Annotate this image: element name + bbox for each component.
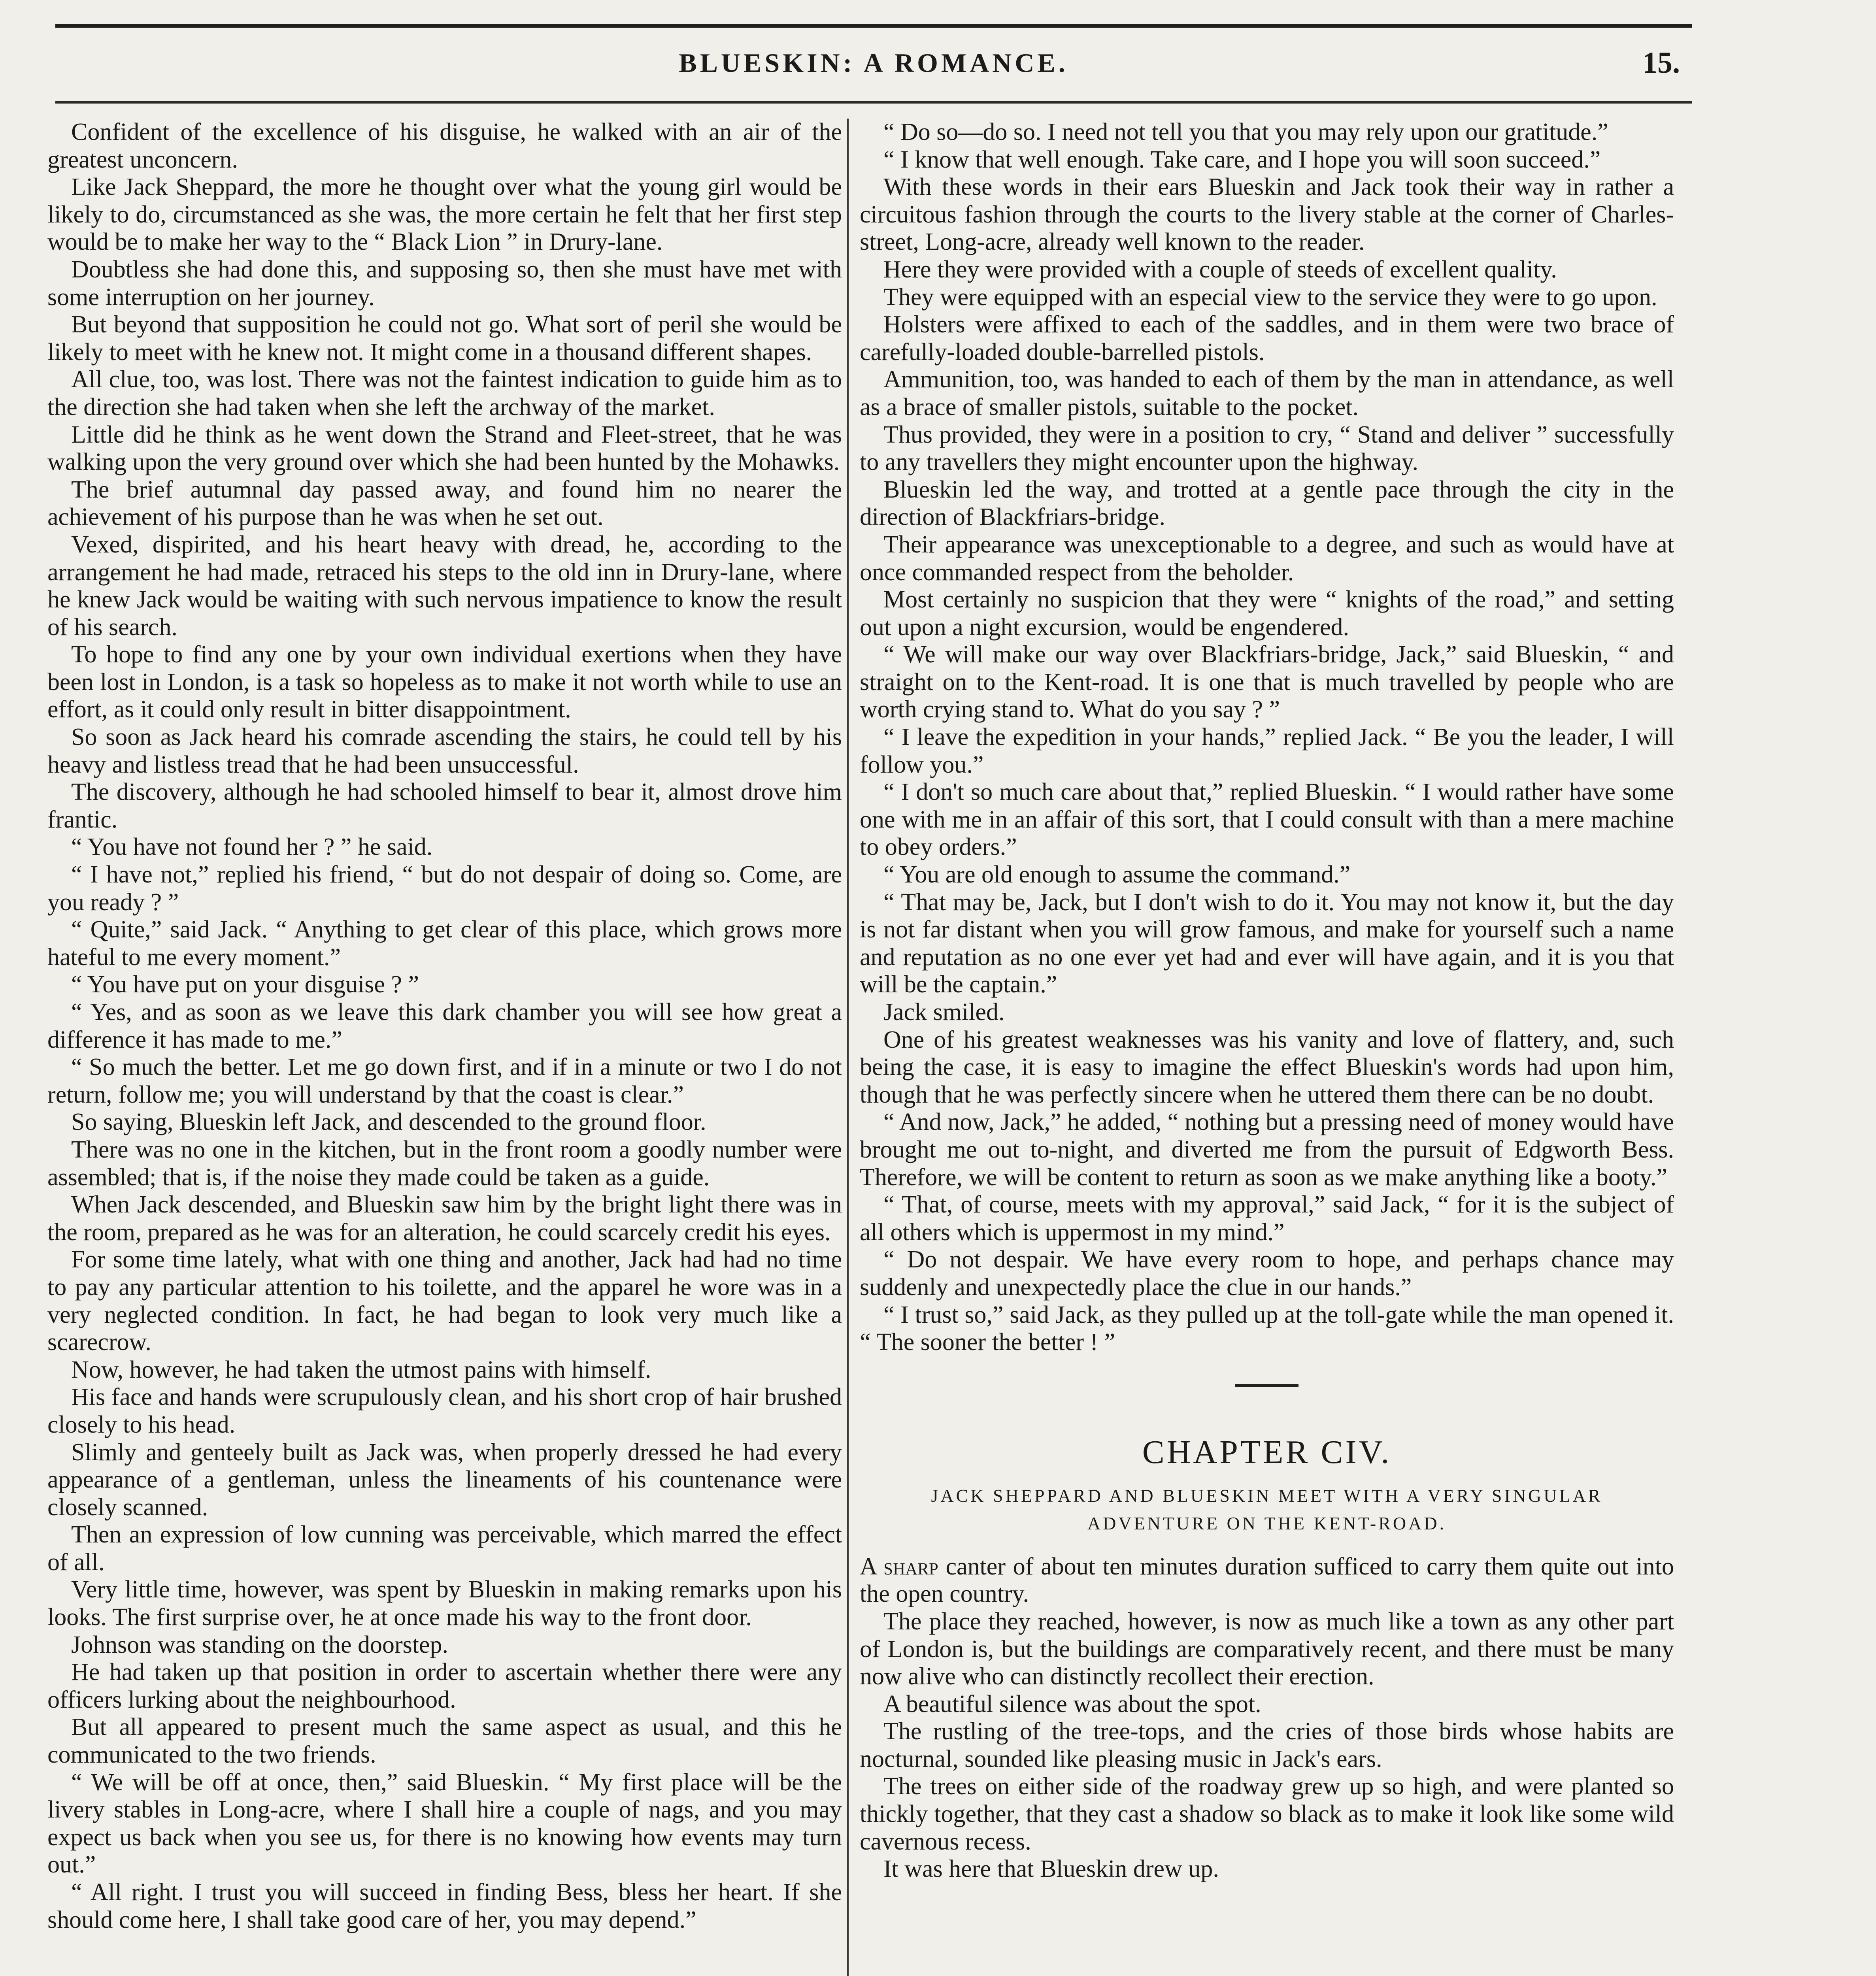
chapter-opening-text: canter of about ten minutes duration sufficed to carry them quite out into the open country.	[860, 1553, 1674, 1608]
body-paragraph: “ I don't so much care about that,” replied Blueskin. “ I would rather have some one with me in an affair of this sort, that I could consult with than a mere machine to obey orders.”	[860, 779, 1674, 861]
body-paragraph: One of his greatest weaknesses was his vanity and love of flattery, and, such being the case, it is easy to imagine the effect Blueskin's words had upon him, though that he was perfectly sincere when he uttered them there can be no doubt.	[860, 1026, 1674, 1108]
body-paragraph: “ We will make our way over Blackfriars-bridge, Jack,” said Blueskin, “ and straight on to the Kent-road. It is one that is much travelled by people who are worth crying stand to. What do you say ? ”	[860, 641, 1674, 723]
body-paragraph: But all appeared to present much the same aspect as usual, and this he communicated to the two friends.	[47, 1714, 842, 1769]
body-paragraph: “ I have not,” replied his friend, “ but do not despair of doing so. Come, are you ready ? ”	[47, 861, 842, 916]
body-paragraph: Now, however, he had taken the utmost pains with himself.	[71, 1356, 651, 1383]
body-paragraph: Jack smiled.	[883, 999, 1005, 1026]
chapter-opening-smallcaps: sharp	[883, 1553, 938, 1580]
body-paragraph: Very little time, however, was spent by Blueskin in making remarks upon his looks. The first surprise over, he at once made his way to the front door.	[47, 1576, 842, 1631]
chapter-paragraph: A beautiful silence was about the spot.	[883, 1690, 1261, 1718]
body-paragraph: Little did he think as he went down the Strand and Fleet-street, that he was walking upon the very ground over which she had been hunted by the Mohawks.	[47, 421, 842, 476]
body-paragraph: “ So much the better. Let me go down first, and if in a minute or two I do not return, follow me; you will understand by that the coast is clear.”	[47, 1054, 842, 1108]
body-paragraph: The discovery, although he had schooled himself to bear it, almost drove him frantic.	[47, 779, 842, 833]
body-paragraph: So soon as Jack heard his comrade ascending the stairs, he could tell by his heavy and listless tread that he had been unsuccessful.	[47, 724, 842, 778]
body-paragraph: Then an expression of low cunning was perceivable, which marred the effect of all.	[47, 1521, 842, 1576]
chapter-opening-paragraph	[860, 1553, 1674, 1608]
body-paragraph: “ Yes, and as soon as we leave this dark chamber you will see how great a difference it has made to me.”	[47, 999, 842, 1053]
body-paragraph: To hope to find any one by your own individual exertions when they have been lost in London, is a task so hopeless as to make it not worth while to use an effort, as it could only result in bitter disappointment.	[47, 641, 842, 723]
body-paragraph: Like Jack Sheppard, the more he thought over what the young girl would be likely to do, circumstanced as she was, the more certain he felt that her first step would be to make her way to the “ Black Lion ” in Drury-lane.	[47, 173, 842, 256]
body-paragraph: With these words in their ears Blueskin and Jack took their way in rather a circuitous fashion through the courts to the livery stable at the corner of Charles-street, Long-acre, already well known to the reader.	[860, 173, 1674, 256]
body-paragraph: Confident of the excellence of his disguise, he walked with an air of the greatest unconcern.	[47, 119, 842, 173]
chapter-summary: JACK SHEPPARD AND BLUESKIN MEET WITH A VERY SINGULAR ADVENTURE ON THE KENT-ROAD.	[931, 1485, 1603, 1533]
body-paragraph: Here they were provided with a couple of steeds of excellent quality.	[883, 256, 1557, 283]
column-divider	[847, 119, 849, 1976]
header-rule	[55, 101, 1692, 104]
body-paragraph: Blueskin led the way, and trotted at a gentle pace through the city in the direction of Blackfriars-bridge.	[860, 476, 1674, 531]
body-paragraph: “ You are old enough to assume the command.”	[883, 861, 1351, 888]
top-border-rule	[55, 24, 1692, 28]
body-paragraph: Holsters were affixed to each of the saddles, and in them were two brace of carefully-loaded double-barrelled pistols.	[860, 311, 1674, 366]
body-paragraph: There was no one in the kitchen, but in the front room a goodly number were assembled; that is, if the noise they made could be taken as a guide.	[47, 1136, 842, 1191]
body-paragraph: Their appearance was unexceptionable to a degree, and such as would have at once commanded respect from the beholder.	[860, 531, 1674, 586]
page-header	[55, 47, 1692, 95]
body-paragraph: “ All right. I trust you will succeed in finding Bess, bless her heart. If she should come here, I shall take good care of her, you may depend.”	[47, 1879, 842, 1933]
body-paragraph: So saying, Blueskin left Jack, and descended to the ground floor.	[71, 1109, 706, 1136]
body-paragraph: “ You have put on your disguise ? ”	[71, 971, 419, 998]
body-paragraph: “ Do so—do so. I need not tell you that you may rely upon our gratitude.”	[883, 119, 1608, 145]
body-paragraph: Slimly and genteely built as Jack was, when properly dressed he had every appearance of a gentleman, unless the lineaments of his countenance were closely scanned.	[47, 1439, 842, 1521]
chapter-heading: CHAPTER CIV.	[1142, 1433, 1392, 1471]
right-column-paragraphs	[860, 119, 1674, 1356]
body-paragraph: The brief autumnal day passed away, and found him no nearer the achievement of his purpose than he was when he set out.	[47, 476, 842, 531]
body-paragraph: They were equipped with an especial view to the service they were to go upon.	[883, 283, 1657, 311]
page-number: 15.	[1642, 46, 1680, 79]
right-text-column	[860, 119, 1674, 1976]
chapter-paragraph: The trees on either side of the roadway grew up so high, and were planted so thickly together, that they cast a shadow so black as to make it look like some wild cavernous recess.	[860, 1773, 1674, 1855]
body-paragraph: “ And now, Jack,” he added, “ nothing but a pressing need of money would have brought me out to-night, and diverted me from the pursuit of Edgworth Bess. Therefore, we will be content to return as soon as we make anything like a booty.”	[860, 1109, 1674, 1191]
body-paragraph: For some time lately, what with one thing and another, Jack had had no time to pay any particular attention to his toilette, and the apparel he wore was in a very neglected condition. In fact, he had began to look very much like a scarecrow.	[47, 1246, 842, 1356]
body-paragraph: Ammunition, too, was handed to each of them by the man in attendance, as well as a brace of smaller pistols, suitable to the pocket.	[860, 366, 1674, 420]
body-paragraph: Thus provided, they were in a position to cry, “ Stand and deliver ” successfully to any travellers they might encounter upon the highway.	[860, 421, 1674, 476]
body-paragraph: His face and hands were scrupulously clean, and his short crop of hair brushed closely to his head.	[47, 1384, 842, 1438]
body-paragraph: “ That, of course, meets with my approval,” said Jack, “ for it is the subject of all others which is uppermost in my mind.”	[860, 1191, 1674, 1246]
body-paragraph: “ That may be, Jack, but I don't wish to do it. You may not know it, but the day is not far distant when you will grow famous, and make for yourself such a name and reputation as no one ever yet had and ever will have again, and it is you that will be the captain.”	[860, 888, 1674, 998]
body-paragraph: But beyond that supposition he could not go. What sort of peril she would be likely to meet with he knew not. It might come in a thousand different shapes.	[47, 311, 842, 366]
section-rule	[1235, 1384, 1298, 1387]
chapter-paragraphs	[860, 1608, 1674, 1883]
body-paragraph: “ Quite,” said Jack. “ Anything to get clear of this place, which grows more hateful to me every moment.”	[47, 916, 842, 971]
body-paragraph: “ I know that well enough. Take care, and I hope you will soon succeed.”	[883, 146, 1601, 173]
chapter-paragraph: It was here that Blueskin drew up.	[883, 1855, 1219, 1883]
chapter-paragraph: The place they reached, however, is now as much like a town as any other part of London is, but the buildings are comparatively recent, and there must be many now alive who can distinctly recollect their erection.	[860, 1608, 1674, 1690]
body-paragraph: He had taken up that position in order to ascertain whether there were any officers lurking about the neighbourhood.	[47, 1659, 842, 1713]
left-text-column	[47, 119, 842, 1976]
body-paragraph: “ You have not found her ? ” he said.	[71, 833, 433, 861]
body-paragraph: Doubtless she had done this, and supposing so, then she must have met with some interruption on her journey.	[47, 256, 842, 311]
body-paragraph: Most certainly no suspicion that they were “ knights of the road,” and setting out upon a night excursion, would be engendered.	[860, 586, 1674, 641]
body-paragraph: All clue, too, was lost. There was not the faintest indication to guide him as to the direction she had taken when she left the archway of the market.	[47, 366, 842, 420]
body-paragraph: “ We will be off at once, then,” said Blueskin. “ My first place will be the livery stables in Long-acre, where I shall hire a couple of nags, and you may expect us back when you see us, for there is no knowing how events may turn out.”	[47, 1769, 842, 1878]
body-paragraph: “ I leave the expedition in your hands,” replied Jack. “ Be you the leader, I will follow you.”	[860, 724, 1674, 778]
body-paragraph: “ I trust so,” said Jack, as they pulled up at the toll-gate while the man opened it. “ The sooner the better ! ”	[860, 1301, 1674, 1356]
running-title: BLUESKIN: A ROMANCE.	[679, 48, 1068, 78]
body-paragraph: Johnson was standing on the doorstep.	[71, 1631, 449, 1658]
chapter-paragraph: The rustling of the tree-tops, and the cries of those birds whose habits are nocturnal, sounded like pleasing music in Jack's ears.	[860, 1718, 1674, 1772]
body-paragraph: When Jack descended, and Blueskin saw him by the bright light there was in the room, prepared as he was for an alteration, he could scarcely credit his eyes.	[47, 1191, 842, 1246]
body-paragraph: Vexed, dispirited, and his heart heavy with dread, he, according to the arrangement he had made, retraced his steps to the old inn in Drury-lane, where he knew Jack would be waiting with such nervous impatience to know the result of his search.	[47, 531, 842, 641]
chapter-initial: A	[860, 1553, 876, 1580]
body-paragraph: “ Do not despair. We have every room to hope, and perhaps chance may suddenly and unexpectedly place the clue in our hands.”	[860, 1246, 1674, 1301]
